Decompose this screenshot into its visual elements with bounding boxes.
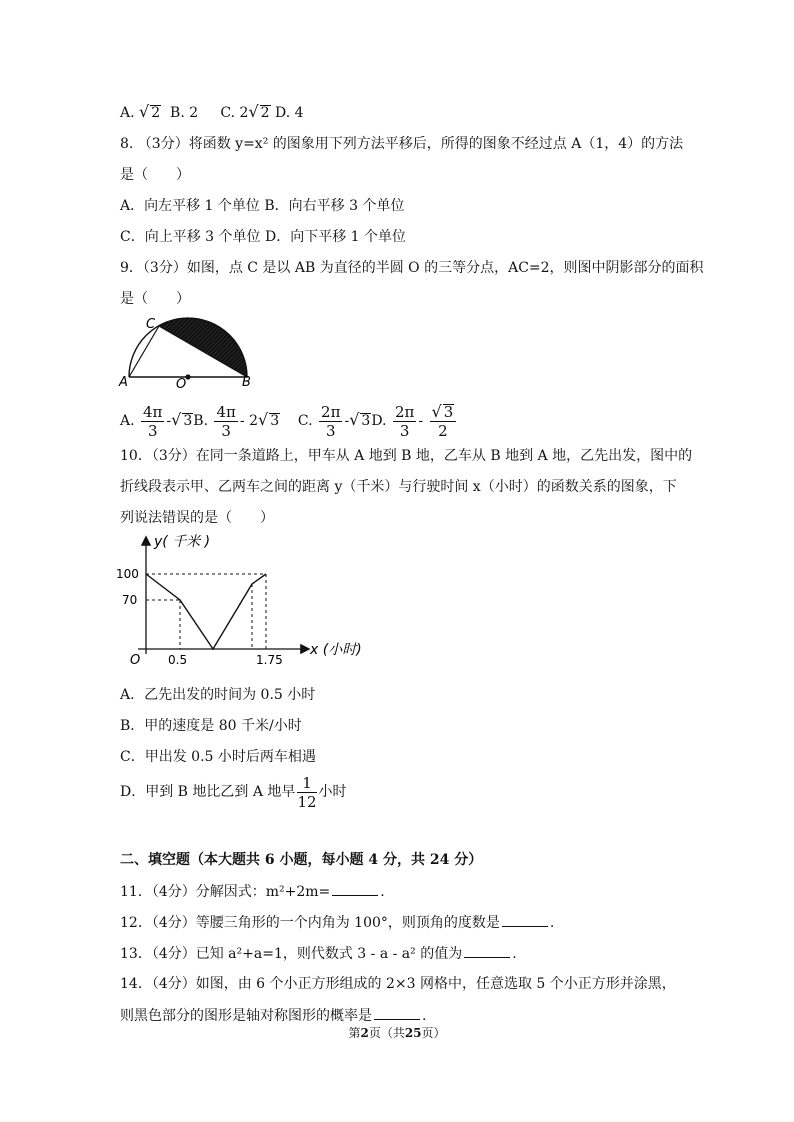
- q7-options: [120, 102, 304, 123]
- q11-answer-blank[interactable]: [332, 881, 378, 896]
- q9-option-c: C. $\frac{2\pi}{3}$ -√ 3: [297, 402, 371, 440]
- x-tick-0-5: 0.5: [168, 653, 188, 667]
- q10-stem-line2: 折线段表示甲、乙两车之间的距离 y（千米）与行驶时间 x（小时）的函数关系的图象，下: [120, 479, 677, 495]
- q14-answer-blank[interactable]: [374, 1005, 420, 1020]
- total-pages: 25: [404, 1026, 422, 1040]
- page-footer: 第2页（共25页）: [348, 1026, 446, 1040]
- shaded-segment: [159, 318, 247, 377]
- y-tick-100: 100: [116, 567, 139, 581]
- q9-option-d: D. $\frac{2\pi}{3}$ - $\frac{√ 3}{2}$: [371, 413, 458, 429]
- q9-semicircle-figure: [114, 314, 260, 390]
- q7-option-c: C. 2√ 2: [220, 102, 270, 121]
- q10-stem-line3: 列说法错误的是（ ）: [120, 510, 274, 526]
- q13-answer-blank[interactable]: [464, 943, 510, 958]
- q9-option-a: A. $\frac{4\pi}{3}$ -√ 3: [120, 402, 193, 440]
- q8-options-ab: A．向左平移 1 个单位 B．向右平移 3 个单位: [120, 198, 405, 214]
- label-b: B: [242, 375, 251, 390]
- q9-options: [120, 400, 458, 441]
- q12: 12．（4分）等腰三角形的一个内角为 100°，则顶角的度数是 .: [120, 912, 554, 933]
- q10-distance-graph: [112, 530, 372, 672]
- q8-options-cd: C．向上平移 3 个单位 D．向下平移 1 个单位: [120, 229, 407, 245]
- q9-stem-line1: 9．（3分）如图，点 C 是以 AB 为直径的半圆 O 的三等分点，AC=2，则图中阴影部分的面积: [120, 260, 704, 276]
- q13: 13．（4分）已知 a²+a=1，则代数式 3 - a - a² 的值为 .: [120, 943, 517, 964]
- q8-stem-line1: 8. （3分）将函数 y=x² 的图象用下列方法平移后，所得的图象不经过点 A（1，4）的方法: [120, 136, 684, 152]
- x-axis-label: x (小时): [310, 642, 362, 658]
- q9-stem-line2: 是（ ）: [120, 291, 190, 307]
- label-c: C: [146, 317, 156, 332]
- q14-stem-line2: 则黑色部分的图形是轴对称图形的概率是 .: [120, 1005, 426, 1026]
- q7-option-a: A. √ 2: [120, 102, 161, 121]
- y-axis-label: y( 千米 ): [154, 534, 211, 550]
- distance-polyline: [146, 574, 266, 649]
- section-2-title: 二、填空题（本大题共 6 小题，每小题 4 分，共 24 分）: [120, 852, 483, 868]
- q7-option-b: B. 2: [170, 105, 199, 121]
- label-a: A: [119, 375, 128, 390]
- q9-option-b: B. $\frac{4\pi}{3}$ - 2√ 3: [193, 402, 280, 440]
- chord-ac: [129, 326, 159, 377]
- q10-option-b: B．甲的速度是 80 千米/小时: [120, 718, 302, 734]
- q10-option-c: C．甲出发 0.5 小时后两车相遇: [120, 749, 316, 765]
- q10-stem-line1: 10．（3分）在同一条道路上，甲车从 A 地到 B 地，乙车从 B 地到 A 地，乙先出发，图中的: [120, 448, 693, 464]
- label-o: O: [176, 377, 187, 390]
- y-tick-70: 70: [122, 593, 138, 607]
- q7-option-d: D. 4: [275, 105, 304, 121]
- q14-stem-line1: 14．（4分）如图，由 6 个小正方形组成的 2×3 网格中，任意选取 5 个小正方形并涂黑，: [120, 976, 676, 992]
- q11: 11．（4分）分解因式：m²+2m= .: [120, 881, 385, 902]
- origin-label: O: [130, 653, 141, 668]
- x-tick-1-75: 1.75: [256, 653, 283, 667]
- q8-stem-line2: 是（ ）: [120, 167, 190, 183]
- current-page: 2: [360, 1026, 369, 1040]
- q10-option-d: D．甲到 B 地比乙到 A 地早 $\frac{1}{12}$ 小时: [120, 773, 347, 811]
- q10-option-a: A．乙先出发的时间为 0.5 小时: [120, 687, 316, 703]
- q12-answer-blank[interactable]: [502, 912, 548, 927]
